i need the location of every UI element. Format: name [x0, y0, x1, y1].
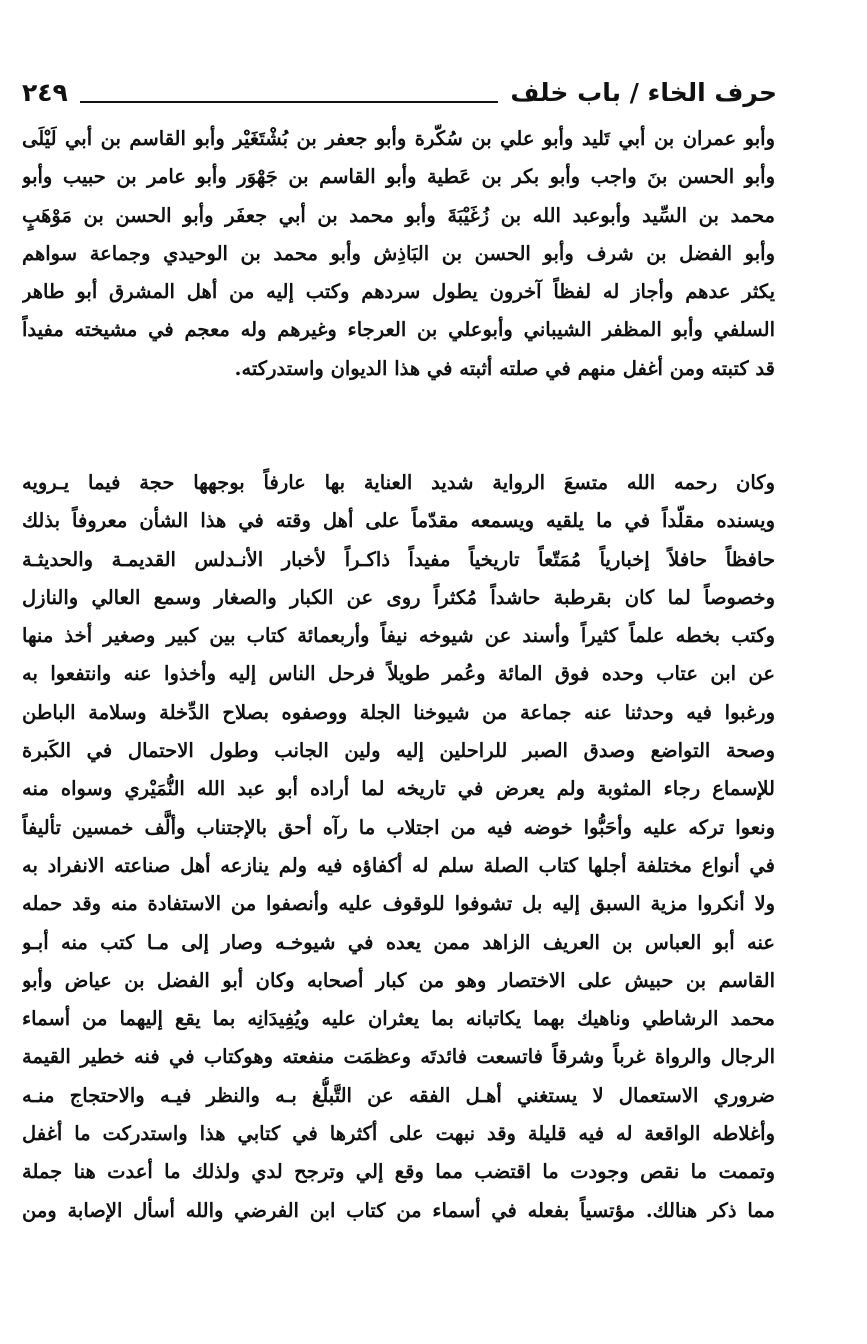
- text-line: مما ذكر هنالك. مؤتسياً بفعله في أسماء من كتاب ابن الفرضي والله أسأل الإصابة ومن: [22, 1198, 775, 1222]
- text-line: حافظاً حافلاً إخبارياً مُمَتّعاً تاريخياً مفيداً ذاكـراً لأخبار الأنـدلس القديمـة والحديثـة: [22, 547, 775, 571]
- text-line: عن ابن عتاب وحده فوق المائة وعُمر طويلاً فرحل الناس إليه وأخذوا عنه وانتفعوا به: [22, 662, 775, 686]
- text-line: وتممت ما نقص وجودت ما اقتضب مما وقع إلي وترجح لدي ولذلك ما أعدت هنا جملة: [22, 1160, 775, 1184]
- text-line: القاسم بن حبيش على الاختصار وهو من كبار أصحابه وكان أبو الفضل بن عياض وأبو: [22, 968, 775, 992]
- paragraph: [22, 120, 775, 388]
- running-header: [22, 72, 777, 112]
- text-line: وأغلاطه الواقعة له فيه قليلة وقد نبهت على أكثرها في كتابي هذا واستدركت ما أغفل: [22, 1122, 775, 1146]
- text-line: ورغبوا فيه وحدثنا عنه جماعة من شيوخنا الجلة ووصفوه بصلاح الدِّخلة وسلامة الباطن: [22, 700, 775, 724]
- text-line: ولا أنكروا مزية السبق إليه بل تشوفوا للوقوف عليه وأنصفوا من الاستفادة منه وقد حمله: [22, 892, 775, 916]
- text-line: الرجال والرواة غرباً وشرقاً فاتسعت فائدتَه وعظمَت منفعته وهوكتاب في فنه خطير القيمة: [22, 1045, 775, 1069]
- text-line: يكثر عدهم وأجاز له لفظاً آخرون يطول سردهم وكتب إليه من أهل المشرق أبو طاهر: [22, 280, 775, 304]
- text-line: وأبو عمران بن أبي تَليد وأبو علي بن سُكّرة وأبو جعفر بن بُشْتَغَيْر وأبو القاسم بن أبي لَيْلَى: [22, 127, 775, 150]
- text-line: وأبو الحسن بنَ واجب وأبو بكر بن عَطية وأبو القاسم بن جَهْوَر وأبو عامر بن حبيب وأبو: [22, 165, 775, 189]
- text-line: وكان رحمه الله متسعَ الرواية شديد العناية بها عارفاً بوجهها حجة فيما يـرويه: [22, 471, 775, 494]
- header-rule: [80, 101, 499, 103]
- text-line: محمد بن السِّيد وأبوعبد الله بن زُغَيْبَةَ وأبو محمد بن أبي جعفَر وأبو الحسن بن مَوْهَبٍ: [22, 203, 775, 227]
- text-line: ضروري الاستعمال لا يستغني أهـل الفقه عن التَّبلُّغ بـه والنظر فيـه والاحتجاج منـه: [22, 1083, 775, 1107]
- text-line: محمد الرشاطي وناهيك بهما يكاتبانه بما يعثران عليه ويُفِيدَانِه بما يقع إليهما من أسماء: [22, 1007, 775, 1031]
- text-line: السلفي وأبو المظفر الشيباني وأبوعلي بن العرجاء وغيرهم وله معجم في مشيخته مفيداً: [22, 318, 775, 342]
- text-line: وأبو الفضل بن شرف وأبو الحسن بن البَاذِش وأبو محمد بن الوحيدي وجماعة سواهم: [22, 241, 775, 265]
- text-line: وخصوصاً لما كان بقرطبة حاشداً مُكثراً روى عن الكبار والصغار وسمع العالي والنازل: [22, 585, 775, 609]
- text-line: في أنواع مختلفة أجلها كتاب الصلة سلم له أكفاؤه فيه ولم ينازعه أهل صناعته الانفراد به: [22, 853, 775, 877]
- text-line: للإسماع رجاء المثوبة ولم يعرض في تاريخه لما أراده أبو عبد الله النُّمَيْري وسواه منه: [22, 777, 775, 801]
- text-line: ويسنده مقلّداً في ما يلقيه ويسمعه مقدّماً على أهل وقته في هذا الشأن معروفاً بذلك: [22, 509, 775, 533]
- text-line: عنه أبو العباس بن العريف الزاهد ممن يعده في شيوخـه وصار إلى مـا كتب منه أبـو: [22, 930, 775, 954]
- text-line: وكتب بخطه علماً كثيراً وأسند عن شيوخه نيفاً وأربعمائة كتاب بين كبير وصغير أخذ منها: [22, 624, 775, 648]
- text-line: قد كتبته ومن أغفل منهم في صلته أثبته في هذا الديوان واستدركته.: [234, 356, 775, 380]
- chapter-title: حرف الخاء / باب خلف: [510, 77, 777, 107]
- paragraph: [22, 464, 775, 1230]
- page-number: ٢٤٩: [22, 77, 68, 107]
- text-line: وصحة التواضع وصدق الصبر للراحلين إليه ولين الجانب وطول الاحتمال في الكَبرة: [22, 739, 775, 763]
- text-line: ونعوا تركه عليه وأحَبُّوا خوضه فيه من اجتلاب ما رآه أحق بالإجتناب وألَّف خمسين تأليفاً: [22, 815, 775, 839]
